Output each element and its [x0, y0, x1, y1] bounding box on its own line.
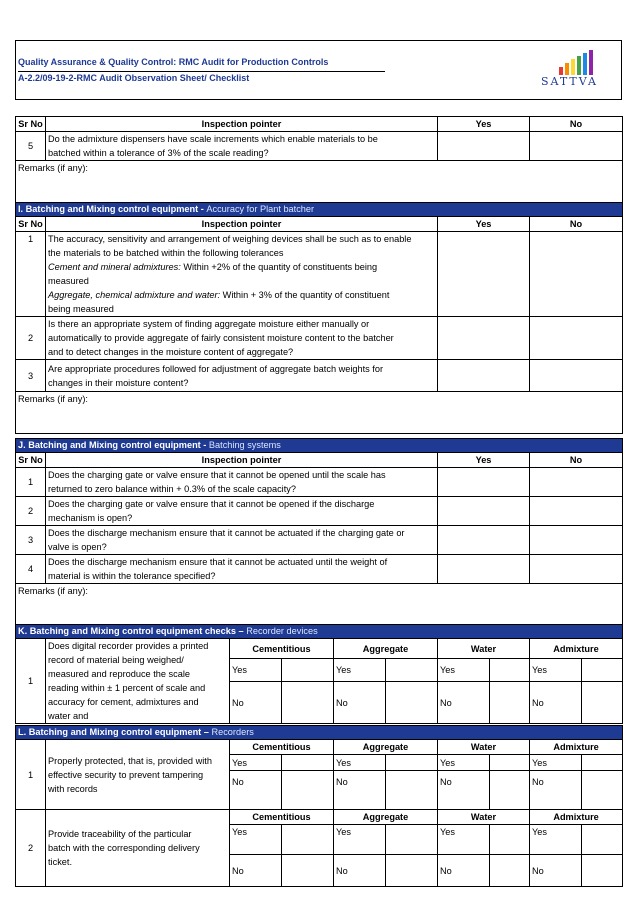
section-j-table: [15, 438, 623, 627]
no-label: No: [530, 855, 582, 887]
yes-cell[interactable]: [438, 232, 530, 317]
material-cementitious-header: Cementitious: [230, 639, 334, 659]
document-title: Quality Assurance & Quality Control: RMC Audit for Production Controls: [18, 57, 329, 67]
section-l-table: [15, 725, 623, 887]
inspection-pointer: Does digital recorder provides a printed record of material being weighed/ measured and reproduce the scale reading within ± 1 percent of scale and accuracy for cement, admixtures and water and: [46, 639, 230, 724]
material-cementitious-header: Cementitious: [230, 740, 334, 755]
yes-checkbox[interactable]: [490, 755, 530, 771]
logo-text: SATTVA: [541, 75, 598, 88]
yes-label: Yes: [334, 755, 386, 771]
row-sr: 2: [16, 810, 46, 887]
row-sr: 1: [16, 639, 46, 724]
no-label: No: [530, 682, 582, 724]
remarks-cell[interactable]: [16, 584, 623, 627]
material-water-header: Water: [438, 740, 530, 755]
yes-cell[interactable]: [438, 360, 530, 392]
inspection-pointer: Does the charging gate or valve ensure that it cannot be opened until the scale has returned to zero balance within + 0.3% of the scale capacity?: [46, 468, 438, 497]
no-checkbox[interactable]: [490, 855, 530, 887]
yes-label: Yes: [530, 659, 582, 682]
remarks-label: Remarks (if any):: [18, 394, 88, 404]
row-sr: 2: [16, 317, 46, 360]
logo-bar: [589, 50, 593, 75]
yes-cell[interactable]: [438, 497, 530, 526]
yes-checkbox[interactable]: [582, 825, 623, 855]
yes-label: Yes: [230, 659, 282, 682]
yes-checkbox[interactable]: [386, 755, 438, 771]
yes-checkbox[interactable]: [490, 659, 530, 682]
inspection-pointer: Does the discharge mechanism ensure that it cannot be actuated if the charging gate or valve is open?: [46, 526, 438, 555]
logo-bars-icon: [539, 49, 609, 75]
row-sr: 1: [16, 740, 46, 810]
sattva-logo: [539, 49, 609, 93]
no-checkbox[interactable]: [490, 771, 530, 810]
material-aggregate-header: Aggregate: [334, 810, 438, 825]
logo-bar: [571, 59, 575, 75]
inspection-pointer: Properly protected, that is, provided with effective security to prevent tampering with records: [46, 740, 230, 810]
material-cementitious-header: Cementitious: [230, 810, 334, 825]
col-pointer-header: Inspection pointer: [46, 217, 438, 232]
no-checkbox[interactable]: [582, 855, 623, 887]
col-sr-header: Sr No: [16, 217, 46, 232]
yes-cell[interactable]: [438, 468, 530, 497]
col-no-header: No: [530, 217, 623, 232]
yes-label: Yes: [230, 825, 282, 855]
col-yes-header: Yes: [438, 217, 530, 232]
row-sr: 3: [16, 360, 46, 392]
no-checkbox[interactable]: [490, 682, 530, 724]
section-i-title: I. Batching and Mixing control equipment - Accuracy for Plant batcher: [16, 203, 623, 217]
col-no-header: No: [530, 453, 623, 468]
col-pointer-header: Inspection pointer: [46, 453, 438, 468]
yes-cell[interactable]: [438, 317, 530, 360]
col-pointer-header: Inspection pointer: [46, 117, 438, 132]
row-sr: 1: [16, 468, 46, 497]
yes-label: Yes: [438, 825, 490, 855]
yes-label: Yes: [334, 659, 386, 682]
no-label: No: [530, 771, 582, 810]
yes-checkbox[interactable]: [282, 659, 334, 682]
material-admixture-header: Admixture: [530, 639, 623, 659]
remarks-cell[interactable]: [16, 392, 623, 434]
yes-label: Yes: [438, 755, 490, 771]
no-label: No: [438, 771, 490, 810]
no-cell[interactable]: [530, 497, 623, 526]
no-label: No: [334, 771, 386, 810]
remarks-cell[interactable]: [16, 161, 623, 204]
no-checkbox[interactable]: [282, 771, 334, 810]
no-checkbox[interactable]: [386, 855, 438, 887]
section-j-title: J. Batching and Mixing control equipment - Batching systems: [16, 439, 623, 453]
section-h-table: [15, 116, 623, 204]
no-label: No: [230, 855, 282, 887]
yes-checkbox[interactable]: [386, 659, 438, 682]
row-sr: 1: [16, 232, 46, 317]
row-sr: 5: [16, 132, 46, 161]
yes-checkbox[interactable]: [386, 825, 438, 855]
logo-bar: [577, 56, 581, 75]
col-sr-header: Sr No: [16, 453, 46, 468]
yes-checkbox[interactable]: [582, 659, 623, 682]
no-label: No: [438, 682, 490, 724]
section-i-table: [15, 202, 623, 434]
yes-checkbox[interactable]: [582, 755, 623, 771]
yes-cell[interactable]: [438, 555, 530, 584]
inspection-pointer: Is there an appropriate system of finding aggregate moisture either manually or automatically to provide aggregate of fairly consistent moisture content to the batcher and to detect changes in the moisture content of aggregate?: [46, 317, 438, 360]
row-sr: 3: [16, 526, 46, 555]
no-label: No: [438, 855, 490, 887]
yes-label: Yes: [230, 755, 282, 771]
logo-bar: [565, 63, 569, 75]
yes-label: Yes: [530, 755, 582, 771]
no-label: No: [230, 771, 282, 810]
yes-label: Yes: [530, 825, 582, 855]
no-cell[interactable]: [530, 232, 623, 317]
no-cell[interactable]: [530, 555, 623, 584]
col-sr-header: Sr No: [16, 117, 46, 132]
material-water-header: Water: [438, 810, 530, 825]
no-cell[interactable]: [530, 468, 623, 497]
no-cell[interactable]: [530, 360, 623, 392]
yes-cell[interactable]: [438, 526, 530, 555]
col-no-header: No: [530, 117, 623, 132]
logo-bar: [559, 67, 563, 75]
inspection-pointer: Are appropriate procedures followed for adjustment of aggregate batch weights for changes in their moisture content?: [46, 360, 438, 392]
yes-checkbox[interactable]: [282, 825, 334, 855]
material-aggregate-header: Aggregate: [334, 639, 438, 659]
section-k-table: [15, 624, 623, 724]
no-cell[interactable]: [530, 526, 623, 555]
no-checkbox[interactable]: [386, 682, 438, 724]
section-l-title: L. Batching and Mixing control equipment – Recorders: [16, 726, 623, 740]
row-sr: 2: [16, 497, 46, 526]
col-yes-header: Yes: [438, 453, 530, 468]
yes-label: Yes: [334, 825, 386, 855]
yes-label: Yes: [438, 659, 490, 682]
no-label: No: [334, 855, 386, 887]
no-checkbox[interactable]: [582, 771, 623, 810]
remarks-label: Remarks (if any):: [18, 163, 88, 173]
material-water-header: Water: [438, 639, 530, 659]
row-sr: 4: [16, 555, 46, 584]
no-checkbox[interactable]: [582, 682, 623, 724]
inspection-pointer: Do the admixture dispensers have scale increments which enable materials to be batched within a tolerance of 3% of the scale reading?: [46, 132, 438, 161]
no-checkbox[interactable]: [386, 771, 438, 810]
material-admixture-header: Admixture: [530, 810, 623, 825]
yes-checkbox[interactable]: [282, 755, 334, 771]
no-checkbox[interactable]: [282, 682, 334, 724]
section-k-title: K. Batching and Mixing control equipment checks – Recorder devices: [16, 625, 623, 639]
material-aggregate-header: Aggregate: [334, 740, 438, 755]
no-cell[interactable]: [530, 132, 623, 161]
no-label: No: [230, 682, 282, 724]
yes-cell[interactable]: [438, 132, 530, 161]
logo-bar: [583, 53, 587, 75]
yes-checkbox[interactable]: [490, 825, 530, 855]
material-admixture-header: Admixture: [530, 740, 623, 755]
document-header: [15, 40, 622, 100]
inspection-pointer: The accuracy, sensitivity and arrangement of weighing devices shall be such as to enable the materials to be batched within the following tolerances Cement and mineral admixtures: Within +2% of the quantity of constituents being measured Aggregate, chemical admixture and water: Within + 3% of the quantity of constituent being measured: [46, 232, 438, 317]
inspection-pointer: Does the discharge mechanism ensure that it cannot be actuated until the weight of material is within the tolerance specified?: [46, 555, 438, 584]
remarks-label: Remarks (if any):: [18, 586, 88, 596]
no-checkbox[interactable]: [282, 855, 334, 887]
no-cell[interactable]: [530, 317, 623, 360]
inspection-pointer: Does the charging gate or valve ensure that it cannot be opened if the discharge mechanism is open?: [46, 497, 438, 526]
document-subtitle: A-2.2/09-19-2-RMC Audit Observation Sheet/ Checklist: [18, 73, 250, 83]
inspection-pointer: Provide traceability of the particular batch with the corresponding delivery ticket.: [46, 810, 230, 887]
no-label: No: [334, 682, 386, 724]
col-yes-header: Yes: [438, 117, 530, 132]
